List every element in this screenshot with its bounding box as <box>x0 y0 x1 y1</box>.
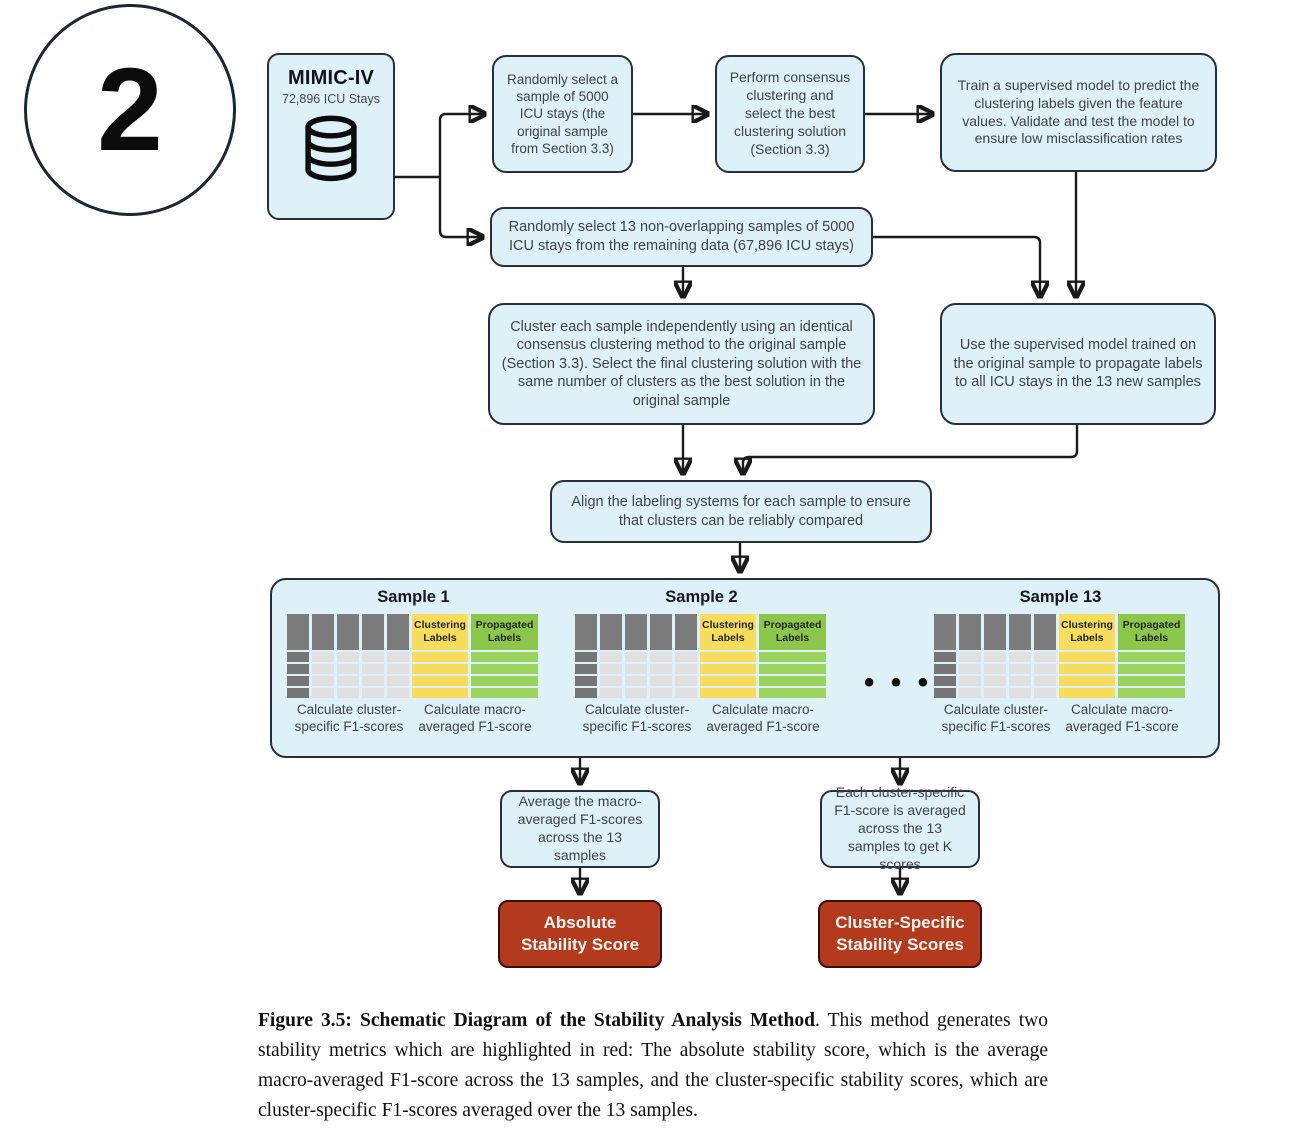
feature-cell <box>650 652 672 662</box>
feature-cell <box>312 652 334 662</box>
clustering-labels-header: Clustering Labels <box>1059 614 1115 650</box>
feature-cell <box>600 664 622 674</box>
flow-box-train-model-label: Train a supervised model to predict the clustering labels given the feature values. Validate and test the model to ensure low misclassification rates <box>957 76 1200 147</box>
feature-cell <box>984 676 1006 686</box>
feature-cell <box>387 688 409 698</box>
propagated-label-cell <box>471 652 538 662</box>
flow-box-propagate-labels-label: Use the supervised model trained on the original sample to propagate labels to all ICU stays in the 13 new samples <box>953 337 1203 391</box>
row-id-cell <box>575 688 597 698</box>
feature-header-cell <box>650 614 672 650</box>
flow-box-train-model <box>940 53 1217 172</box>
absolute-stability-score-box <box>498 900 662 968</box>
macro-averaged-caption: Calculate macro-averaged F1-score <box>706 702 820 734</box>
sample-group-2 <box>575 580 828 756</box>
row-id-cell <box>287 652 309 662</box>
flow-box-select-sample-label: Randomly select a sample of 5000 ICU stays (the original sample from Section 3.3) <box>506 71 619 156</box>
ellipsis-icon: • • • <box>863 666 933 699</box>
feature-cell <box>600 676 622 686</box>
feature-cell <box>312 664 334 674</box>
propagated-labels-header: Propagated Labels <box>759 614 826 650</box>
flow-box-cluster-specific-avg-label: Each cluster-specific F1-score is averaged across the 13 samples to get K scores <box>834 784 966 872</box>
row-id-cell <box>934 664 956 674</box>
clustering-label-cell <box>1059 664 1115 674</box>
clustering-label-cell <box>700 676 756 686</box>
flow-box-consensus-clustering <box>715 55 865 173</box>
feature-cell <box>312 688 334 698</box>
feature-cell <box>1034 688 1056 698</box>
feature-cell <box>1009 688 1031 698</box>
feature-cell <box>675 688 697 698</box>
figure-caption-title: Figure 3.5: Schematic Diagram of the Stability Analysis Method <box>258 1009 815 1031</box>
row-id-cell <box>934 652 956 662</box>
feature-cell <box>362 676 384 686</box>
flow-box-cluster-each-sample <box>488 303 875 425</box>
feature-cell <box>600 688 622 698</box>
propagated-label-cell <box>1118 652 1185 662</box>
feature-header-cell <box>387 614 409 650</box>
feature-cell <box>984 688 1006 698</box>
clustering-label-cell <box>1059 688 1115 698</box>
row-id-cell <box>575 664 597 674</box>
feature-cell <box>362 652 384 662</box>
row-id-cell <box>287 676 309 686</box>
feature-header-cell <box>934 614 956 650</box>
clustering-label-cell <box>700 688 756 698</box>
flow-box-select-sample <box>492 55 633 173</box>
feature-cell <box>959 688 981 698</box>
flow-box-cluster-each-sample-label: Cluster each sample independently using an identical consensus clustering method to the original sample (Section 3.3). Select the final clustering solution with the same number of clusters as the best solution in the original sample <box>501 318 862 409</box>
feature-cell <box>959 676 981 686</box>
feature-header-cell <box>362 614 384 650</box>
sample-group-1 <box>287 580 540 756</box>
feature-cell <box>1009 652 1031 662</box>
database-subtitle: 72,896 ICU Stays <box>282 92 380 106</box>
samples-panel <box>270 578 1220 758</box>
feature-cell <box>337 688 359 698</box>
feature-header-cell <box>675 614 697 650</box>
database-icon <box>296 114 366 191</box>
sample-group-13 <box>934 580 1187 756</box>
propagated-label-cell <box>1118 688 1185 698</box>
clustering-label-cell <box>1059 652 1115 662</box>
feature-cell <box>984 664 1006 674</box>
row-id-cell <box>575 676 597 686</box>
cluster-specific-stability-scores-label: Cluster-Specific Stability Scores <box>835 912 965 954</box>
feature-cell <box>650 676 672 686</box>
propagated-label-cell <box>1118 664 1185 674</box>
feature-cell <box>650 664 672 674</box>
macro-averaged-caption: Calculate macro-averaged F1-score <box>1065 702 1179 734</box>
propagated-label-cell <box>471 664 538 674</box>
clustering-labels-header: Clustering Labels <box>412 614 468 650</box>
feature-cell <box>1009 664 1031 674</box>
feature-cell <box>959 652 981 662</box>
mimic-database-box <box>267 53 395 220</box>
flow-box-select-13-samples <box>490 207 873 267</box>
feature-cell <box>1034 676 1056 686</box>
absolute-stability-score-label: Absolute Stability Score <box>520 912 640 954</box>
propagated-label-cell <box>1118 676 1185 686</box>
feature-cell <box>675 676 697 686</box>
feature-header-cell <box>959 614 981 650</box>
clustering-labels-header: Clustering Labels <box>700 614 756 650</box>
step-number: 2 <box>97 44 163 176</box>
flow-box-align-labels-label: Align the labeling systems for each sample to ensure that clusters can be reliably compared <box>571 493 911 529</box>
cluster-specific-caption: Calculate cluster-specific F1-scores <box>941 702 1051 734</box>
flow-box-average-macro <box>500 790 660 868</box>
feature-cell <box>675 652 697 662</box>
propagated-label-cell <box>471 676 538 686</box>
sample-title: Sample 2 <box>665 588 738 606</box>
flow-box-average-macro-label: Average the macro-averaged F1-scores across the 13 samples <box>517 793 643 863</box>
cluster-specific-stability-scores-box <box>818 900 982 968</box>
flow-box-select-13-samples-label: Randomly select 13 non-overlapping samples of 5000 ICU stays from the remaining data (67,896 ICU stays) <box>508 219 855 254</box>
feature-cell <box>337 664 359 674</box>
sample-table <box>575 614 826 698</box>
feature-cell <box>1009 676 1031 686</box>
propagated-label-cell <box>759 652 826 662</box>
figure-caption-text: . This method generates two stability metrics which are highlighted in red: The absolute stability score, which is the average macro-averaged F1-score across the 13 samples, and the cluster-specific stability scores, which are cluster-specific F1-scores averaged over the 13 samples. <box>258 1009 1048 1121</box>
feature-header-cell <box>1034 614 1056 650</box>
feature-cell <box>625 676 647 686</box>
feature-header-cell <box>600 614 622 650</box>
row-id-cell <box>575 652 597 662</box>
row-id-cell <box>287 688 309 698</box>
feature-cell <box>337 676 359 686</box>
feature-cell <box>650 688 672 698</box>
propagated-labels-header: Propagated Labels <box>1118 614 1185 650</box>
feature-cell <box>600 652 622 662</box>
clustering-label-cell <box>412 688 468 698</box>
feature-header-cell <box>337 614 359 650</box>
feature-cell <box>1034 652 1056 662</box>
flow-box-align-labels <box>550 480 932 543</box>
macro-averaged-caption: Calculate macro-averaged F1-score <box>418 702 532 734</box>
propagated-label-cell <box>759 676 826 686</box>
propagated-labels-header: Propagated Labels <box>471 614 538 650</box>
flow-box-propagate-labels <box>940 303 1216 425</box>
feature-cell <box>984 652 1006 662</box>
propagated-label-cell <box>759 688 826 698</box>
sample-title: Sample 13 <box>1019 588 1102 606</box>
feature-cell <box>959 664 981 674</box>
feature-header-cell <box>625 614 647 650</box>
row-id-cell <box>934 688 956 698</box>
figure-caption <box>258 1006 1048 1126</box>
flow-box-consensus-clustering-label: Perform consensus clustering and select the best clustering solution (Section 3.3) <box>729 69 851 157</box>
cluster-specific-caption: Calculate cluster-specific F1-scores <box>294 702 404 734</box>
propagated-label-cell <box>759 664 826 674</box>
feature-cell <box>337 652 359 662</box>
clustering-label-cell <box>412 652 468 662</box>
propagated-label-cell <box>471 688 538 698</box>
feature-header-cell <box>312 614 334 650</box>
clustering-label-cell <box>412 664 468 674</box>
feature-cell <box>312 676 334 686</box>
cluster-specific-caption: Calculate cluster-specific F1-scores <box>582 702 692 734</box>
clustering-label-cell <box>1059 676 1115 686</box>
feature-cell <box>675 664 697 674</box>
feature-header-cell <box>287 614 309 650</box>
step-number-badge <box>24 4 236 216</box>
feature-cell <box>362 688 384 698</box>
sample-table <box>287 614 538 698</box>
feature-cell <box>362 664 384 674</box>
feature-cell <box>625 652 647 662</box>
sample-table <box>934 614 1185 698</box>
feature-header-cell <box>575 614 597 650</box>
feature-cell <box>387 676 409 686</box>
feature-header-cell <box>1009 614 1031 650</box>
row-id-cell <box>287 664 309 674</box>
feature-cell <box>1034 664 1056 674</box>
clustering-label-cell <box>412 676 468 686</box>
feature-cell <box>387 664 409 674</box>
feature-cell <box>625 664 647 674</box>
feature-cell <box>387 652 409 662</box>
database-title: MIMIC-IV <box>287 67 375 89</box>
clustering-label-cell <box>700 664 756 674</box>
sample-title: Sample 1 <box>377 588 450 606</box>
feature-cell <box>625 688 647 698</box>
feature-header-cell <box>984 614 1006 650</box>
row-id-cell <box>934 676 956 686</box>
flow-box-cluster-specific-avg <box>820 784 980 872</box>
clustering-label-cell <box>700 652 756 662</box>
